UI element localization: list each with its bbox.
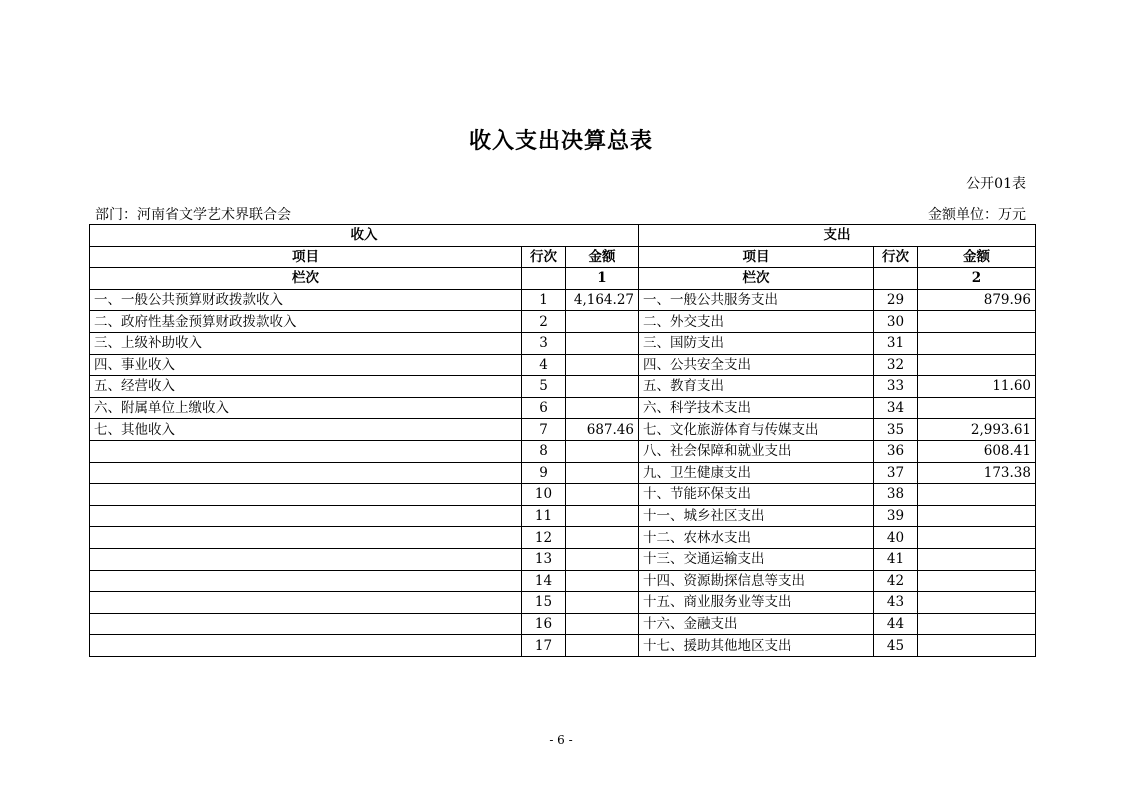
expense-amount-cell: 11.60	[918, 376, 1036, 398]
expense-header: 支出	[639, 225, 1036, 247]
table-row	[90, 419, 1036, 441]
expense-item-header: 项目	[639, 246, 874, 268]
header-row-column-order	[90, 268, 1036, 290]
expense-line-cell: 30	[874, 311, 918, 333]
table-row	[90, 484, 1036, 506]
expense-line-cell: 32	[874, 354, 918, 376]
income-item-cell: 五、经营收入	[90, 376, 522, 398]
income-amount-cell	[566, 376, 639, 398]
income-item-cell: 三、上级补助收入	[90, 332, 522, 354]
expense-item-cell: 七、文化旅游体育与传媒支出	[639, 419, 874, 441]
expense-amount-cell	[918, 332, 1036, 354]
expense-line-cell: 44	[874, 613, 918, 635]
expense-item-cell: 五、教育支出	[639, 376, 874, 398]
income-header: 收入	[90, 225, 639, 247]
table-row	[90, 289, 1036, 311]
income-item-cell: 二、政府性基金预算财政拨款收入	[90, 311, 522, 333]
table-row	[90, 397, 1036, 419]
income-item-cell	[90, 484, 522, 506]
header-row-columns	[90, 246, 1036, 268]
expense-line-cell: 35	[874, 419, 918, 441]
income-line-cell: 4	[522, 354, 566, 376]
expense-line-cell: 36	[874, 440, 918, 462]
form-number: 公开01表	[966, 176, 1026, 192]
expense-amount-cell	[918, 613, 1036, 635]
income-column-no: 1	[566, 268, 639, 290]
income-line-cell: 10	[522, 484, 566, 506]
income-amount-cell	[566, 397, 639, 419]
expense-item-cell: 四、公共安全支出	[639, 354, 874, 376]
income-column-order-blank	[522, 268, 566, 290]
income-amount-cell	[566, 592, 639, 614]
income-expense-table	[89, 224, 1036, 657]
income-line-cell: 9	[522, 462, 566, 484]
income-amount-cell	[566, 440, 639, 462]
expense-item-cell: 十二、农林水支出	[639, 527, 874, 549]
expense-item-cell: 六、科学技术支出	[639, 397, 874, 419]
expense-amount-header: 金额	[918, 246, 1036, 268]
income-amount-cell	[566, 635, 639, 657]
expense-amount-cell	[918, 570, 1036, 592]
table-row	[90, 311, 1036, 333]
income-line-cell: 7	[522, 419, 566, 441]
expense-amount-cell	[918, 505, 1036, 527]
table-row	[90, 527, 1036, 549]
income-column-order-label: 栏次	[90, 268, 522, 290]
expense-amount-cell	[918, 635, 1036, 657]
expense-item-cell: 三、国防支出	[639, 332, 874, 354]
unit-label: 金额单位：万元	[928, 207, 1026, 223]
expense-item-cell: 十七、援助其他地区支出	[639, 635, 874, 657]
income-item-cell	[90, 548, 522, 570]
income-item-cell: 六、附属单位上缴收入	[90, 397, 522, 419]
income-item-cell	[90, 505, 522, 527]
expense-line-cell: 34	[874, 397, 918, 419]
income-item-cell	[90, 527, 522, 549]
expense-line-cell: 33	[874, 376, 918, 398]
income-amount-cell: 4,164.27	[566, 289, 639, 311]
income-line-cell: 5	[522, 376, 566, 398]
expense-line-cell: 41	[874, 548, 918, 570]
income-amount-cell	[566, 570, 639, 592]
income-item-cell	[90, 462, 522, 484]
expense-line-cell: 40	[874, 527, 918, 549]
expense-item-cell: 二、外交支出	[639, 311, 874, 333]
income-amount-cell: 687.46	[566, 419, 639, 441]
income-amount-cell	[566, 354, 639, 376]
page-title: 收入支出决算总表	[468, 128, 653, 154]
table-row	[90, 613, 1036, 635]
expense-item-cell: 九、卫生健康支出	[639, 462, 874, 484]
income-amount-cell	[566, 462, 639, 484]
income-item-cell: 一、一般公共预算财政拨款收入	[90, 289, 522, 311]
income-line-header: 行次	[522, 246, 566, 268]
income-amount-cell	[566, 548, 639, 570]
expense-amount-cell: 879.96	[918, 289, 1036, 311]
income-amount-cell	[566, 311, 639, 333]
income-amount-cell	[566, 527, 639, 549]
income-line-cell: 16	[522, 613, 566, 635]
table-row	[90, 332, 1036, 354]
expense-line-cell: 42	[874, 570, 918, 592]
table-row	[90, 505, 1036, 527]
table-body	[90, 289, 1036, 656]
table-row	[90, 548, 1036, 570]
expense-amount-cell	[918, 397, 1036, 419]
department-label: 部门：河南省文学艺术界联合会	[95, 207, 291, 223]
income-amount-cell	[566, 613, 639, 635]
income-item-cell: 七、其他收入	[90, 419, 522, 441]
income-amount-cell	[566, 332, 639, 354]
expense-item-cell: 十一、城乡社区支出	[639, 505, 874, 527]
expense-column-order-label: 栏次	[639, 268, 874, 290]
table-row	[90, 635, 1036, 657]
expense-amount-cell: 608.41	[918, 440, 1036, 462]
income-item-cell	[90, 613, 522, 635]
expense-line-cell: 37	[874, 462, 918, 484]
expense-item-cell: 一、一般公共服务支出	[639, 289, 874, 311]
income-item-cell	[90, 592, 522, 614]
expense-amount-cell	[918, 311, 1036, 333]
expense-line-header: 行次	[874, 246, 918, 268]
income-line-cell: 13	[522, 548, 566, 570]
expense-line-cell: 29	[874, 289, 918, 311]
expense-amount-cell	[918, 484, 1036, 506]
expense-item-cell: 十四、资源勘探信息等支出	[639, 570, 874, 592]
income-line-cell: 14	[522, 570, 566, 592]
table-row	[90, 462, 1036, 484]
expense-item-cell: 十三、交通运输支出	[639, 548, 874, 570]
income-item-cell	[90, 635, 522, 657]
expense-item-cell: 十、节能环保支出	[639, 484, 874, 506]
expense-amount-cell	[918, 592, 1036, 614]
income-line-cell: 17	[522, 635, 566, 657]
income-line-cell: 12	[522, 527, 566, 549]
table-row	[90, 592, 1036, 614]
income-line-cell: 6	[522, 397, 566, 419]
expense-line-cell: 38	[874, 484, 918, 506]
income-amount-cell	[566, 484, 639, 506]
income-line-cell: 8	[522, 440, 566, 462]
expense-column-order-blank	[874, 268, 918, 290]
expense-column-no: 2	[918, 268, 1036, 290]
table-row	[90, 376, 1036, 398]
expense-amount-cell	[918, 354, 1036, 376]
expense-line-cell: 43	[874, 592, 918, 614]
income-line-cell: 15	[522, 592, 566, 614]
expense-amount-cell	[918, 548, 1036, 570]
income-line-cell: 11	[522, 505, 566, 527]
income-amount-header: 金额	[566, 246, 639, 268]
expense-line-cell: 39	[874, 505, 918, 527]
expense-amount-cell: 2,993.61	[918, 419, 1036, 441]
income-line-cell: 3	[522, 332, 566, 354]
income-item-cell	[90, 440, 522, 462]
income-line-cell: 1	[522, 289, 566, 311]
expense-item-cell: 十六、金融支出	[639, 613, 874, 635]
expense-amount-cell: 173.38	[918, 462, 1036, 484]
expense-item-cell: 八、社会保障和就业支出	[639, 440, 874, 462]
table-row	[90, 440, 1036, 462]
expense-amount-cell	[918, 527, 1036, 549]
table-row	[90, 570, 1036, 592]
expense-line-cell: 45	[874, 635, 918, 657]
table-row	[90, 354, 1036, 376]
header-row-section	[90, 225, 1036, 247]
income-item-cell	[90, 570, 522, 592]
income-line-cell: 2	[522, 311, 566, 333]
income-item-cell: 四、事业收入	[90, 354, 522, 376]
expense-item-cell: 十五、商业服务业等支出	[639, 592, 874, 614]
income-item-header: 项目	[90, 246, 522, 268]
page-number: - 6 -	[549, 733, 573, 747]
income-amount-cell	[566, 505, 639, 527]
expense-line-cell: 31	[874, 332, 918, 354]
